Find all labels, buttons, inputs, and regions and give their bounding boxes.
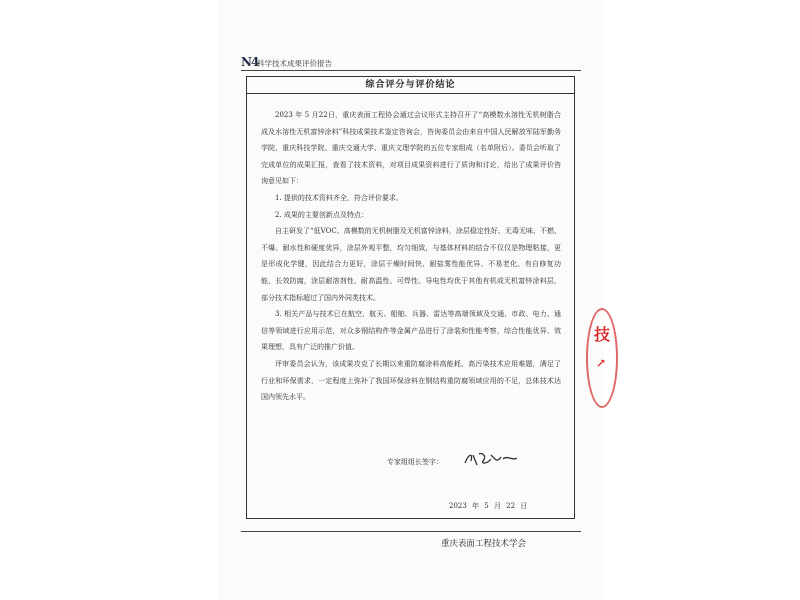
red-seal-stamp [594, 300, 612, 410]
header-divider [241, 70, 581, 71]
report-header-title: 科学技术成果评价报告 [257, 59, 332, 68]
body-paragraph-innovation: 自主研发了“低VOC、高模数的无机树脂及无机富锌涂料，涂层稳定性好、无毒无味、不燃、不爆、耐水性和硬度优异，涂层外观平整，均匀细致，与基体材料的结合不仅仅是物理粘接，更是形成化学键，因此结合力更好，涂层干燥时间快、耐盐雾性能优异、不易老化、有自修复功能、长效防腐，涂层耐溶剂性、耐高温性、可焊性、导电性均优于其他有机或无机富锌涂料层，部分技术指标超过了国内外同类技术。 [261, 227, 561, 302]
report-logo: N4 [241, 55, 259, 69]
evaluation-date: 2023 年 5 月 22 日 [449, 502, 528, 510]
body-paragraph-item-3: 3. 相关产品与技术已在航空、航天、船舶、兵器、雷达等高端领域及交通、市政、电力、通信等领域进行应用示范，对众多钢结构件等金属产品进行了涂装和性能考察，综合性能优异、效果理想，具有广泛的推广价值。 [261, 310, 561, 352]
footer-organization: 重庆表面工程技术学会 [441, 539, 527, 549]
report-header [241, 56, 581, 70]
signature-row [387, 457, 443, 467]
body-paragraph-item-2: 2. 成果的主要创新点及特点： [275, 210, 368, 219]
evaluation-body [261, 107, 561, 406]
body-paragraph-intro: 2023 年 5 月22日，重庆表面工程协会通过会议形式主持召开了“高模数水溶性无机树脂合成及水溶性无机富锌涂料”科技成果技术鉴定咨询会，咨询委员会由来自中国人民解放军陆军勤务学院、重庆科技学院、重庆交通大学、重庆文理学院的五位专家组成（名单附后）。委员会听取了完成单位的成果汇报，查看了技术资料，对项目成果资料进行了质询和讨论，给出了成果评价咨询意见如下： [261, 111, 561, 186]
seal-char-1: 技 [594, 325, 611, 344]
body-paragraph-conclusion: 评审委员会认为，该成果攻克了长期以来重防腐涂料高能耗、高污染技术应用难题，满足了行业和环保需求，一定程度上弥补了我国环保涂料在钢结构重防腐领域应用的不足，总体技术达国内领先水平。 [261, 359, 561, 402]
signature-label: 专家组组长签字： [387, 458, 443, 466]
seal-char-2: ↗ [596, 356, 607, 370]
footer-divider [241, 531, 581, 532]
evaluation-frame [246, 76, 575, 519]
section-title: 综合评分与评价结论 [247, 77, 574, 94]
body-paragraph-item-1: 1. 提供的技术资料齐全，符合评价要求。 [275, 193, 403, 202]
handwritten-signature [461, 449, 521, 469]
